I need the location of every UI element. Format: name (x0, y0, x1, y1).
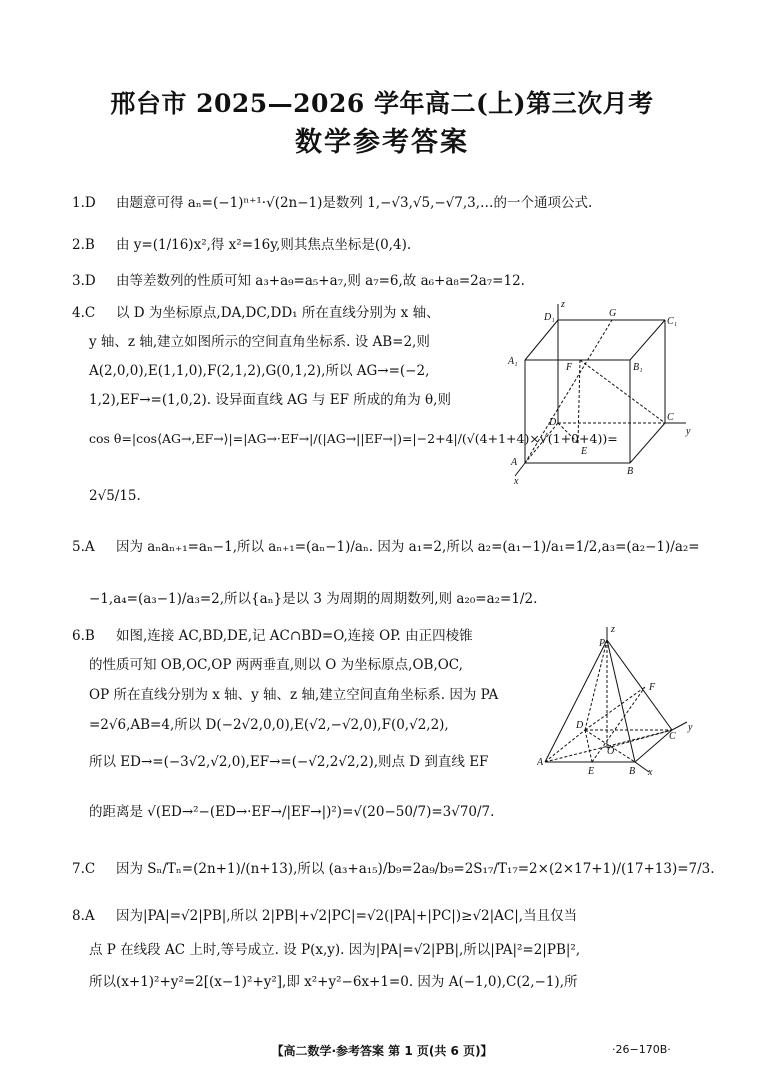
answer-text: 由题意可得 aₙ=(−1)ⁿ⁺¹·√(2n−1)是数列 1,−√3,√5,−√7,3,…的一个通项公式. (116, 195, 593, 211)
fig6-label-O: O (607, 746, 615, 757)
answer-text: 如图,连接 AC,BD,DE,记 AC∩BD=O,连接 OP. 由正四棱锥 (116, 628, 473, 644)
answer-3 (72, 272, 525, 290)
answer-number: 2.B (72, 237, 95, 253)
answer-text: 由 y=(1/16)x²,得 x²=16y,则其焦点坐标是(0,4). (116, 237, 412, 253)
answer-6-line: 的距离是 √(ED→²−(ED→·EF→/|EF→|)²)=√(20−50/7)=3√70/7. (89, 804, 495, 820)
answer-5-line: −1,a₄=(a₃−1)/a₃=2,所以{aₙ}是以 3 为周期的周期数列,则 a₂₀=a₂=1/2. (89, 591, 538, 607)
answer-4 (72, 304, 440, 322)
answer-text: 因为 Sₙ/Tₙ=(2n+1)/(n+13),所以 (a₃+a₁₅)/b₉=2a₉/b₉=2S₁₇/T₁₇=2×(2×17+1)/(17+13)=7/3. (116, 861, 715, 877)
fig4-label-F: F (566, 362, 573, 373)
answer-6-line: 所以 ED→=(−3√2,√2,0),EF→=(−√2,2√2,2),则点 D 到直线 EF (89, 754, 489, 770)
answer-number: 6.B (72, 628, 95, 644)
answer-4-line: 2√5/15. (89, 488, 141, 504)
answer-4-line: 1,2),EF→=(1,0,2). 设异面直线 AG 与 EF 所成的角为 θ,则 (89, 392, 451, 408)
fig4-label-B: B (627, 466, 634, 477)
answer-6-line: =2√6,AB=4,所以 D(−2√2,0,0),E(√2,−√2,0),F(0,√2,2), (89, 717, 449, 733)
fig4-label-C: C (667, 412, 674, 423)
answer-number: 8.A (72, 908, 95, 924)
answer-number: 3.D (72, 273, 96, 289)
fig6-label-C: C (669, 731, 676, 742)
answer-7 (72, 860, 715, 878)
page-title: 邢台市 2025—2026 学年高二(上)第三次月考 (110, 89, 654, 118)
fig4-label-C1: C₁ (667, 316, 678, 327)
answer-2 (72, 236, 411, 254)
document-code: ·26−170B· (612, 1043, 671, 1056)
fig4-label-y: y (686, 426, 691, 437)
page-footer: 【高二数学·参考答案 第 1 页(共 6 页)】 (271, 1044, 493, 1058)
answer-text: 以 D 为坐标原点,DA,DC,DD₁ 所在直线分别为 x 轴、 (116, 305, 440, 321)
fig4-label-B1: B₁ (633, 362, 643, 373)
answer-text: 因为|PA|=√2|PB|,所以 2|PB|+√2|PC|=√2(|PA|+|PC|)≥√2|AC|,当且仅当 (116, 908, 578, 924)
answer-5 (72, 538, 700, 556)
fig6-label-F: F (649, 682, 656, 693)
page-subtitle: 数学参考答案 (295, 127, 469, 158)
fig6-label-P: P (599, 638, 606, 649)
answer-number: 7.C (72, 861, 96, 877)
answer-number: 5.A (72, 539, 95, 555)
cube-figure (500, 298, 700, 488)
answer-number: 4.C (72, 305, 96, 321)
fig6-label-z: z (611, 624, 615, 635)
fig6-label-D: D (576, 720, 584, 731)
fig6-label-B: B (629, 766, 636, 777)
answer-4-line: A(2,0,0),E(1,1,0),F(2,1,2),G(0,1,2),所以 AG→=(−2, (89, 363, 430, 379)
answer-4-line: cos θ=|cos⟨AG→,EF→⟩|=|AG→·EF→|/(|AG→||EF→|)=|−2+4|/(√(4+1+4)×√(1+0+4))= (89, 431, 618, 446)
answer-text: 由等差数列的性质可知 a₃+a₉=a₅+a₇,则 a₇=6,故 a₆+a₈=2a₇=12. (116, 273, 525, 289)
fig4-label-A1: A₁ (508, 356, 518, 367)
fig4-label-x: x (514, 476, 519, 487)
answer-6 (72, 627, 473, 645)
pyramid-figure (537, 622, 707, 778)
fig6-label-E: E (588, 766, 595, 777)
answer-1 (72, 194, 592, 212)
fig6-label-y: y (688, 722, 693, 733)
answer-text: 因为 aₙaₙ₊₁=aₙ−1,所以 aₙ₊₁=(aₙ−1)/aₙ. 因为 a₁=2,所以 a₂=(a₁−1)/a₁=1/2,a₃=(a₂−1)/a₂= (116, 539, 700, 555)
answer-8-line: 所以(x+1)²+y²=2[(x−1)²+y²],即 x²+y²−6x+1=0. 因为 A(−1,0),C(2,−1),所 (89, 974, 578, 990)
fig4-label-G: G (609, 308, 617, 319)
fig4-label-A: A (511, 457, 518, 468)
answer-6-line: OP 所在直线分别为 x 轴、y 轴、z 轴,建立空间直角坐标系. 因为 PA (89, 687, 499, 703)
fig6-label-x: x (648, 767, 653, 778)
answer-8-line: 点 P 在线段 AC 上时,等号成立. 设 P(x,y). 因为|PA|=√2|PB|,所以|PA|²=2|PB|², (89, 942, 581, 958)
fig4-label-E: E (581, 446, 588, 457)
answer-8 (72, 907, 577, 925)
answer-number: 1.D (72, 195, 96, 211)
fig4-label-D1: D₁ (544, 312, 555, 323)
fig4-label-z: z (561, 299, 565, 310)
answer-4-line: y 轴、z 轴,建立如图所示的空间直角坐标系. 设 AB=2,则 (89, 334, 430, 350)
answer-6-line: 的性质可知 OB,OC,OP 两两垂直,则以 O 为坐标原点,OB,OC, (89, 657, 463, 673)
fig6-label-A: A (537, 757, 544, 768)
fig4-label-D: D (549, 417, 557, 428)
